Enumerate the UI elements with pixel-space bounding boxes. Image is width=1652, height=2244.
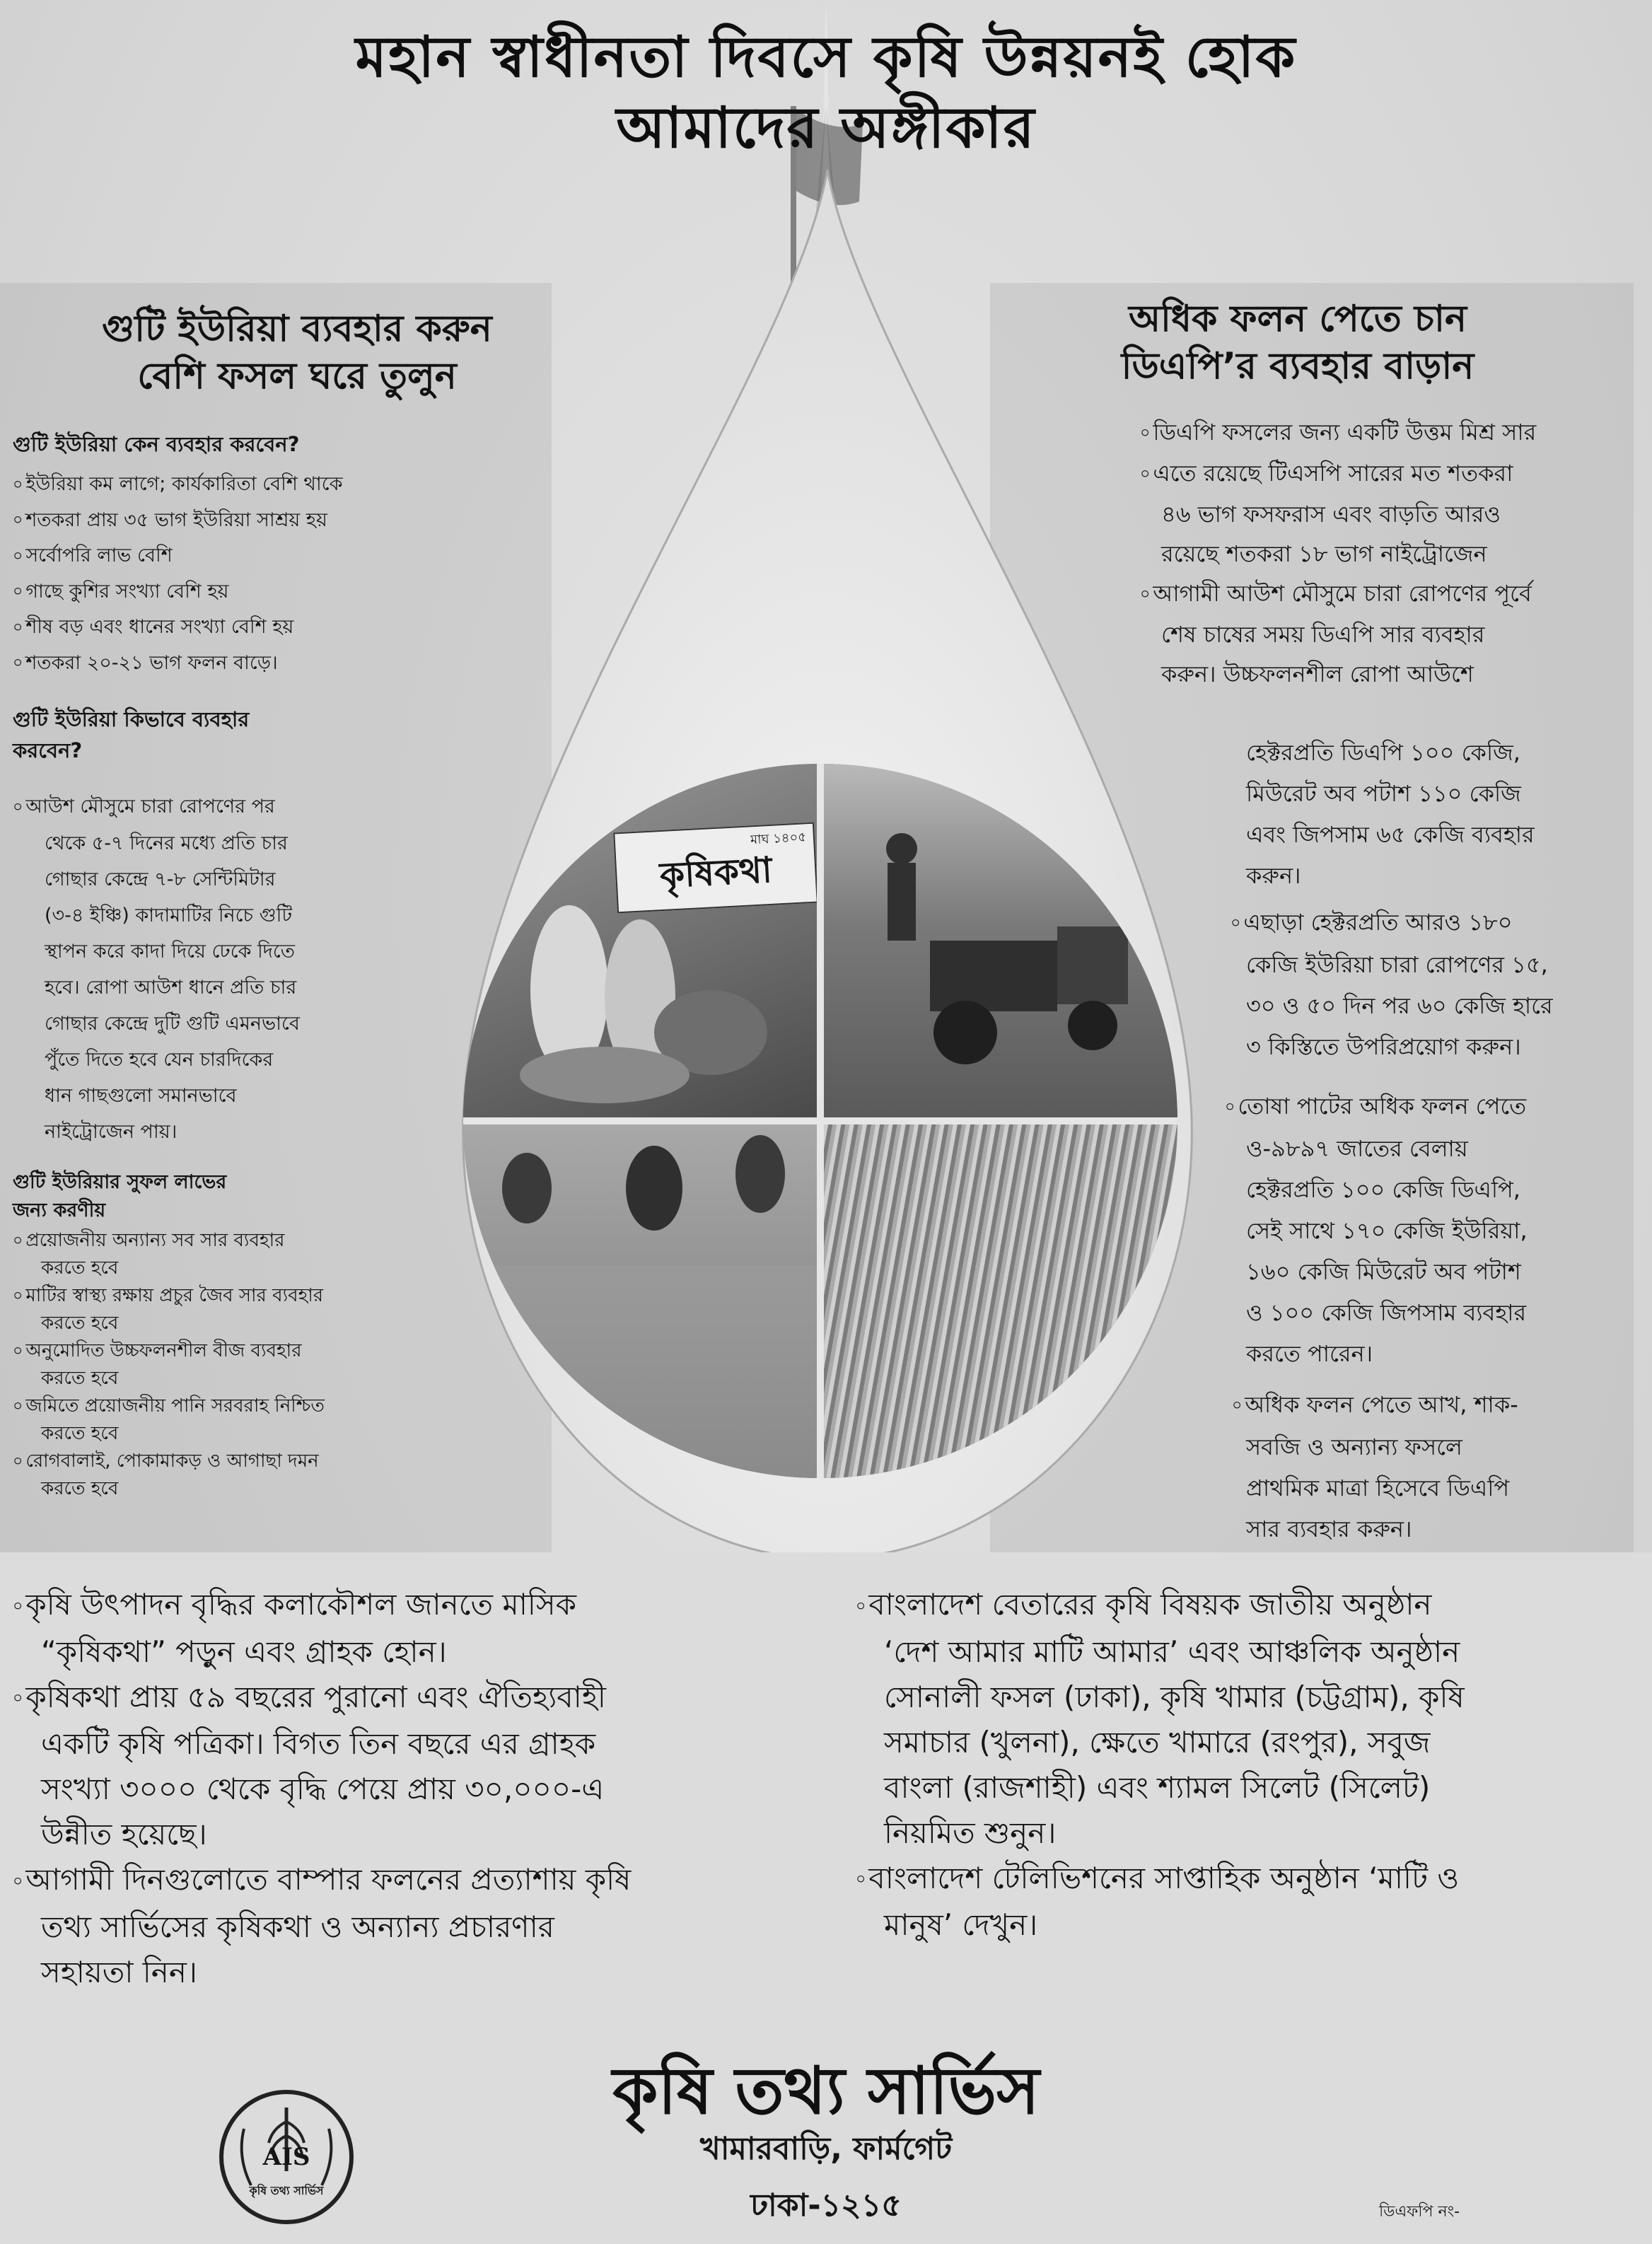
- organization-name: কৃষি তথ্য সার্ভিস: [612, 2053, 1040, 2129]
- text-line: হেক্টরপ্রতি ডিএপি ১০০ কেজি,: [1246, 739, 1520, 766]
- left-heading-line-2: বেশি ফসল ঘরে তুলুন: [137, 354, 457, 397]
- tractor-photo: [824, 764, 1177, 1117]
- text-line: করতে হবে: [41, 1478, 119, 1499]
- list-item: ০ শতকরা ২০-২১ ভাগ ফলন বাড়ে।: [13, 651, 278, 674]
- text-line: স্থাপন করে কাদা দিয়ে ঢেকে দিতে: [45, 941, 296, 963]
- text-line: তথ্য সার্ভিসের কৃষিকথা ও অন্যান্য প্রচারণার: [41, 1909, 554, 1944]
- text-line: কেজি ইউরিয়া চারা রোপণের ১৫,: [1246, 951, 1548, 978]
- list-item: ০ অধিক ফলন পেতে আখ, শাক-: [1232, 1391, 1518, 1418]
- text-line: করতে পারেন।: [1246, 1340, 1373, 1367]
- text-line: করতে হবে: [41, 1313, 119, 1334]
- text-line: সার ব্যবহার করুন।: [1246, 1516, 1412, 1542]
- why-use-title: গুটি ইউরিয়া কেন ব্যবহার করবেন?: [13, 432, 300, 456]
- address-line-1: খামারবাড়ি, ফার্মগেট: [699, 2131, 953, 2167]
- text-line: করুন।: [1246, 862, 1301, 889]
- text-line: (৩-৪ ইঞ্চি) কাদামাটির নিচে গুটি: [45, 905, 293, 926]
- text-line: থেকে ৫-৭ দিনের মধ্যে প্রতি চার: [45, 832, 288, 854]
- list-item: ০ ডিএপি ফসলের জন্য একটি উত্তম মিশ্র সার: [1140, 419, 1537, 446]
- how-use-title: গুটি ইউরিয়া কিভাবে ব্যবহার করবেন?: [13, 707, 250, 762]
- right-block-3: [1225, 1086, 1621, 1550]
- list-item: ০ শতকরা প্রায় ৩৫ ভাগ ইউরিয়া সাশ্রয় হয়: [13, 508, 327, 531]
- list-item: ০ মাটির স্বাস্থ্য রক্ষায় প্রচুর জৈব সার ব্যবহার: [13, 1285, 324, 1306]
- photo-collage-circle: [463, 764, 1177, 1478]
- text-line: সহায়তা নিন।: [41, 1954, 197, 1989]
- list-item: ০কৃষি উৎপাদন বৃদ্ধির কলাকৌশল জানতে মাসিক: [13, 1587, 577, 1622]
- headline-line-2: আমাদের অঙ্গীকার: [616, 95, 1036, 161]
- list-item: ০ শীষ বড় এবং ধানের সংখ্যা বেশি হয়: [13, 616, 294, 638]
- list-item: ০কৃষিকথা প্রায় ৫৯ বছরের পুরানো এবং ঐতিহ্যবাহী: [13, 1679, 606, 1714]
- text-line: এবং জিপসাম ৬৫ কেজি ব্যবহার: [1246, 821, 1535, 848]
- logo-caption: কৃষি তথ্য সার্ভিস: [249, 2184, 324, 2197]
- list-item: ০ প্রয়োজনীয় অন্যান্য সব সার ব্যবহার: [13, 1230, 285, 1251]
- right-block-2: [1231, 732, 1621, 1067]
- text-line: করুন। উচ্চফলনশীল রোপা আউশে: [1161, 661, 1474, 687]
- text-line: বাংলা (রাজশাহী) এবং শ্যামল সিলেট (সিলেট): [884, 1769, 1431, 1805]
- text-line: গোছার কেন্দ্রে দুটি গুটি এমনভাবে: [45, 1013, 300, 1035]
- why-use-list: [13, 467, 342, 681]
- bottom-right-text: [856, 1582, 1623, 1948]
- vegetables-icon: [463, 764, 817, 1117]
- address-line-2: ঢাকা-১২১৫: [750, 2187, 902, 2223]
- list-item: ০ আগামী আউশ মৌসুমে চারা রোপণের পূর্বে: [1140, 580, 1532, 607]
- photo-divider-horizontal: [463, 1117, 1177, 1124]
- list-item: ০বাংলাদেশ টেলিভিশনের সাপ্তাহিক অনুষ্ঠান ‘মাটি ও: [856, 1860, 1460, 1895]
- text-line: ‘দেশ আমার মাটি আমার’ এবং আঞ্চলিক অনুষ্ঠান: [884, 1634, 1460, 1669]
- text-line: হেক্টরপ্রতি ১০০ কেজি ডিএপি,: [1246, 1176, 1520, 1203]
- magazine-date: মাঘ ১৪০৫: [750, 830, 807, 848]
- dfp-code: ডিএফপি নং-: [1379, 2203, 1460, 2221]
- benefit-list: [13, 1227, 325, 1503]
- text-line: সবজি ও অন্যান্য ফসলে: [1246, 1434, 1462, 1460]
- text-line: নাইট্রোজেন পায়।: [45, 1121, 178, 1143]
- text-line: ও-৯৮৯৭ জাতের বেলায়: [1246, 1135, 1468, 1162]
- farmers-planting-photo: [463, 1124, 817, 1478]
- text-line: নিয়মিত শুনুন।: [884, 1815, 1057, 1850]
- farmers-icon: [463, 1124, 817, 1478]
- list-item: ০ এতে রয়েছে টিএসপি সারের মত শতকরা: [1140, 460, 1513, 487]
- text-line: পুঁতে দিতে হবে যেন চারদিকের: [45, 1049, 274, 1071]
- text-line: গোছার কেন্দ্রে ৭-৮ সেন্টিমিটার: [45, 868, 276, 890]
- text-line: ০ আউশ মৌসুমে চারা রোপণের পর: [13, 796, 275, 818]
- text-line: মানুষ’ দেখুন।: [884, 1907, 1038, 1942]
- how-use-text: [13, 789, 300, 1150]
- text-line: ধান গাছগুলো সমানভাবে: [45, 1085, 237, 1107]
- magazine-title: কৃষিকথা: [658, 849, 774, 897]
- text-line: করতে হবে: [41, 1257, 119, 1279]
- text-line: রয়েছে শতকরা ১৮ ভাগ নাইট্রোজেন: [1161, 540, 1487, 567]
- text-line: উন্নীত হয়েছে।: [41, 1817, 207, 1851]
- text-line: ৩০ ও ৫০ দিন পর ৬০ কেজি হারে: [1246, 992, 1553, 1019]
- rice-field-photo: [824, 1124, 1177, 1478]
- list-item: ০ এছাড়া হেক্টরপ্রতি আরও ১৮০: [1231, 909, 1513, 936]
- bottom-left-text: [13, 1582, 773, 1995]
- left-heading-line-1: গুটি ইউরিয়া ব্যবহার করুন: [102, 308, 492, 350]
- text-line: করতে হবে: [41, 1423, 119, 1444]
- right-heading-line-2: ডিএপি’র ব্যবহার বাড়ান: [1121, 344, 1474, 388]
- list-item: ০আগামী দিনগুলোতে বাম্পার ফলনের প্রত্যাশায় কৃষি: [13, 1862, 632, 1897]
- list-item: ০ তোষা পাটের অধিক ফলন পেতে: [1225, 1093, 1527, 1120]
- text-line: ৩ কিস্তিতে উপরিপ্রয়োগ করুন।: [1246, 1033, 1521, 1060]
- text-line: মিউরেট অব পটাশ ১১০ কেজি: [1246, 780, 1521, 807]
- text-line: ও ১০০ কেজি জিপসাম ব্যবহার: [1246, 1299, 1527, 1326]
- text-line: ৪৬ ভাগ ফসফরাস এবং বাড়তি আরও: [1161, 501, 1501, 528]
- right-heading: [990, 296, 1605, 390]
- ais-logo: [216, 2086, 357, 2228]
- text-line: শেষ চাষের সময় ডিএপি সার ব্যবহার: [1161, 621, 1485, 648]
- text-line: সংখ্যা ৩০০০ থেকে বৃদ্ধি পেয়ে প্রায় ৩০,০০০-এ: [41, 1772, 605, 1806]
- headline-line-1: মহান স্বাধীনতা দিবসে কৃষি উন্নয়নই হোক: [355, 24, 1297, 90]
- text-line: করতে হবে: [41, 1368, 119, 1389]
- left-heading: [28, 306, 566, 400]
- text-line: “কৃষিকথা” পড়ুন এবং গ্রাহক হোন।: [41, 1634, 447, 1669]
- text-line: ১৬০ কেজি মিউরেট অব পটাশ: [1246, 1258, 1521, 1285]
- list-item: ০ অনুমোদিত উচ্চফলনশীল বীজ ব্যবহার: [13, 1340, 302, 1361]
- right-block-1: [1140, 412, 1621, 694]
- text-line: সমাচার (খুলনা), ক্ষেতে খামারে (রংপুর), সবুজ: [884, 1724, 1431, 1760]
- vegetables-magazine-photo: [463, 764, 817, 1117]
- benefit-title: গুটি ইউরিয়ার সুফল লাভের জন্য করণীয়: [13, 1171, 227, 1221]
- text-line: সেই সাথে ১৭০ কেজি ইউরিয়া,: [1246, 1217, 1528, 1244]
- tractor-icon: [824, 764, 1177, 1117]
- text-line: হবে। রোপা আউশ ধানে প্রতি চার: [45, 977, 297, 999]
- list-item: ০ গাছে কুশির সংখ্যা বেশি হয়: [13, 580, 229, 603]
- list-item: ০বাংলাদেশ বেতারের কৃষি বিষয়ক জাতীয় অনুষ্ঠান: [856, 1587, 1432, 1622]
- logo-abbreviation: AIS: [262, 2143, 310, 2171]
- list-item: ০ ইউরিয়া কম লাগে; কার্যকারিতা বেশি থাকে: [13, 473, 343, 495]
- list-item: ০ রোগবালাই, পোকামাকড় ও আগাছা দমন: [13, 1451, 319, 1472]
- text-line: একটি কৃষি পত্রিকা। বিগত তিন বছরে এর গ্রাহক: [41, 1726, 596, 1761]
- magazine-cover: [613, 822, 818, 914]
- text-line: সোনালী ফসল (ঢাকা), কৃষি খামার (চট্টগ্রাম), কৃষি: [884, 1679, 1465, 1714]
- list-item: ০ সর্বোপরি লাভ বেশি: [13, 545, 173, 566]
- right-heading-line-1: অধিক ফলন পেতে চান: [1128, 298, 1467, 340]
- list-item: ০ জমিতে প্রয়োজনীয় পানি সরবরাহ নিশ্চিত: [13, 1395, 325, 1417]
- text-line: প্রাথমিক মাত্রা হিসেবে ডিএপি: [1246, 1475, 1510, 1501]
